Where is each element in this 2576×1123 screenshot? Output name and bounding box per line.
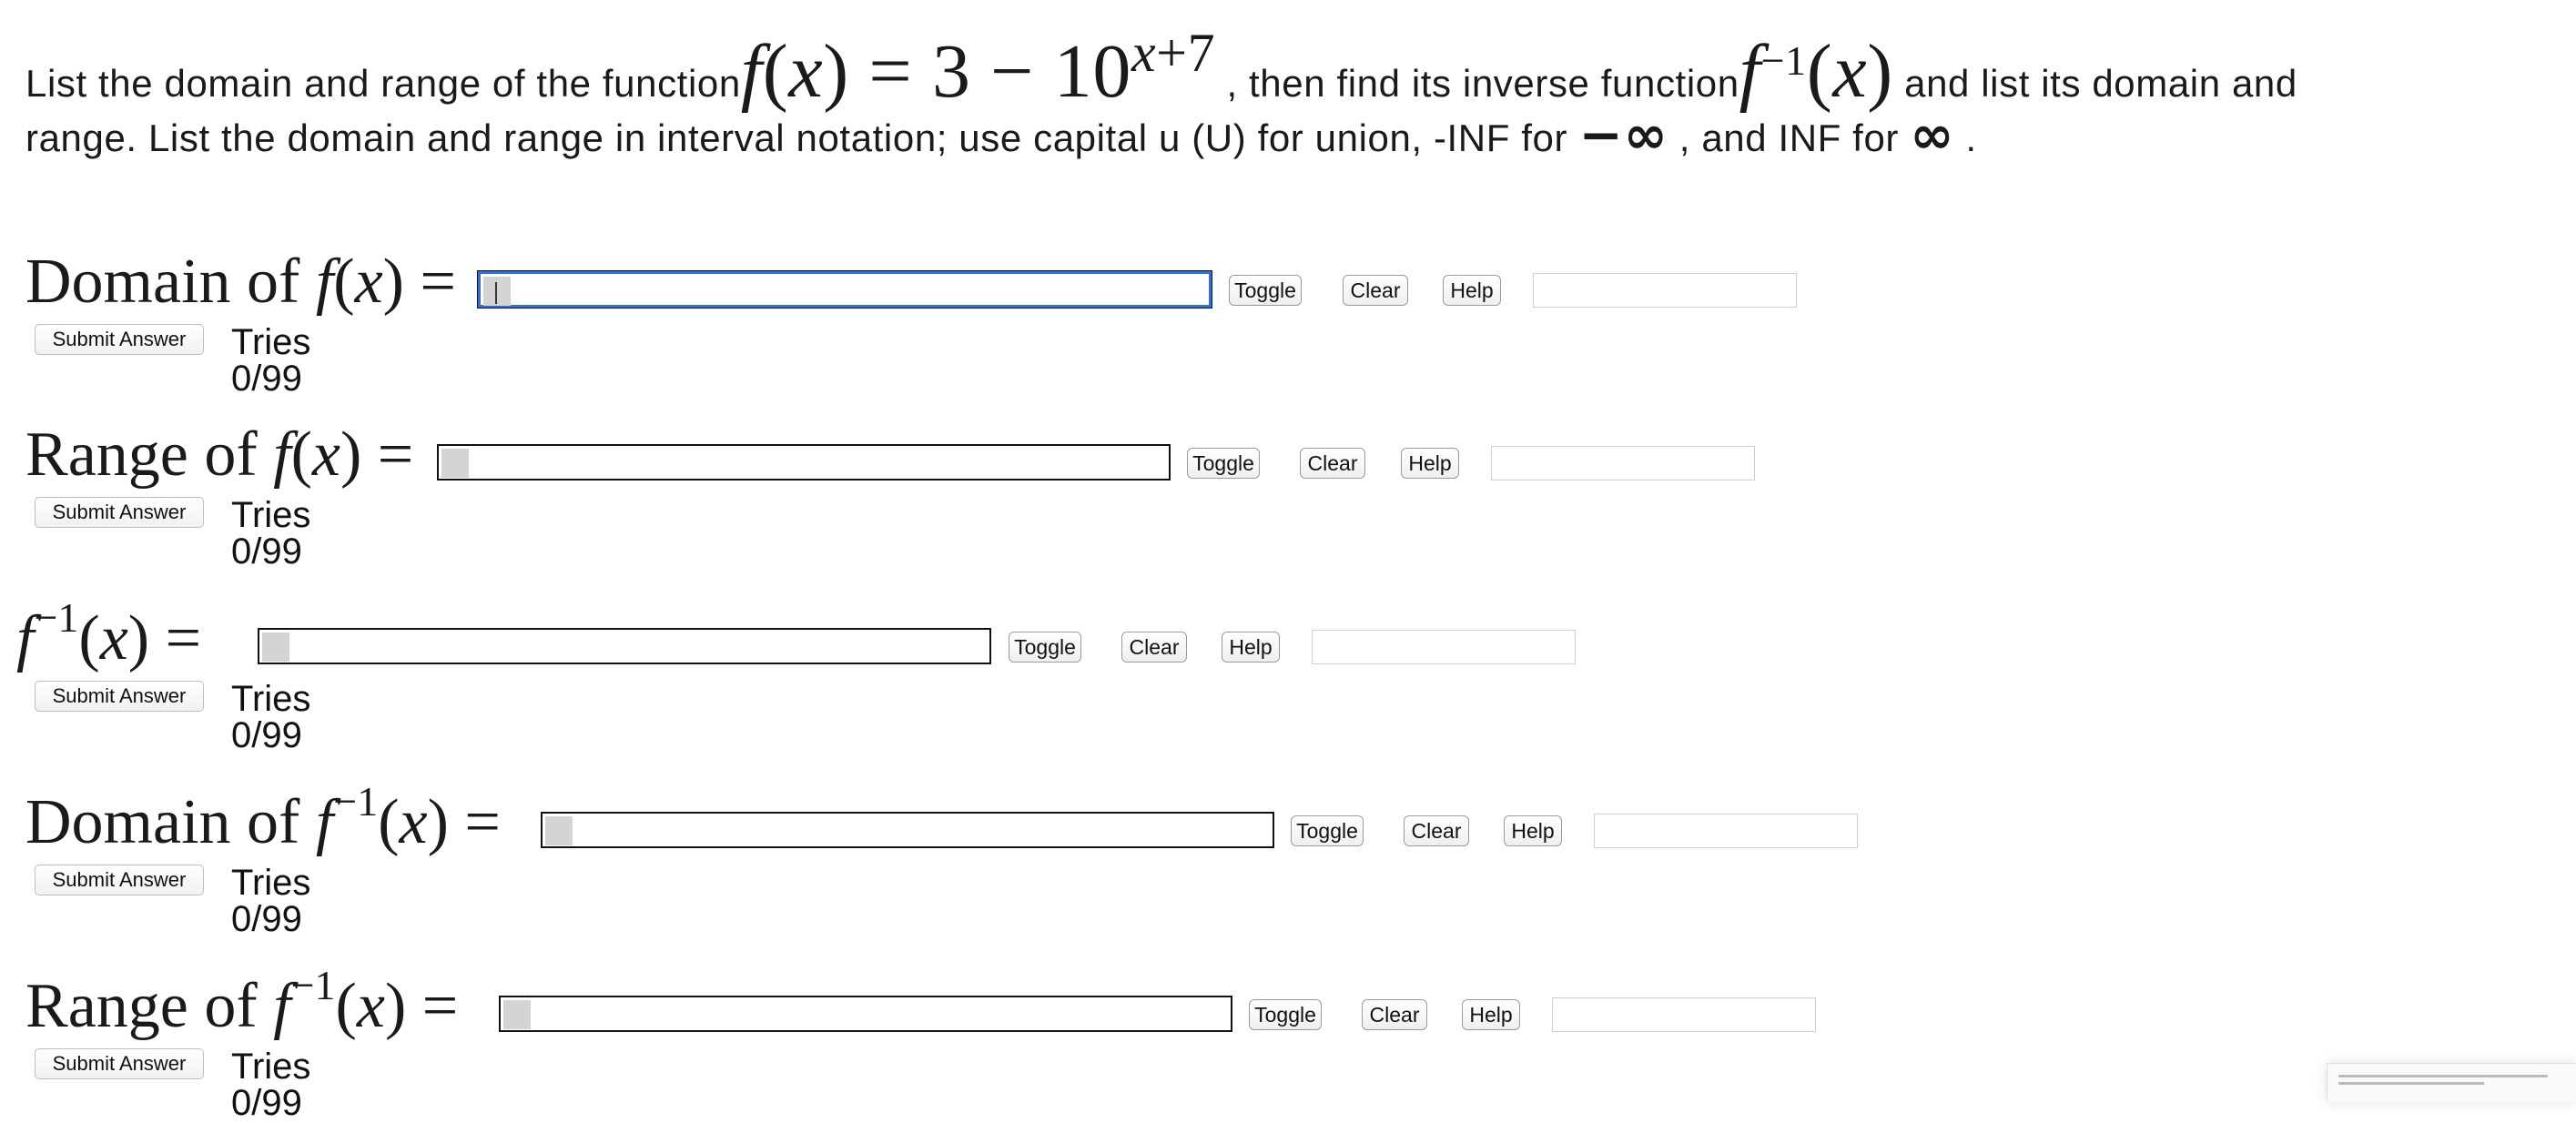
prompt-text-4: range. List the domain and range in interval notation; use capital u (U) for union, -INF for (25, 116, 1568, 159)
submit-answer-button[interactable]: Submit Answer (35, 1048, 204, 1079)
inverse-formula: $f^{-1}(x)$ (1739, 29, 1893, 114)
clear-button[interactable]: Clear (1362, 999, 1427, 1030)
toggle-button[interactable]: Toggle (1009, 632, 1081, 663)
clear-button[interactable]: Clear (1121, 632, 1187, 663)
toggle-button[interactable]: Toggle (1229, 275, 1302, 306)
help-button[interactable]: Help (1462, 999, 1520, 1030)
neg-infinity-symbol: −∞ (1578, 104, 1668, 166)
help-button[interactable]: Help (1222, 632, 1280, 663)
prompt-text-5: , and INF for (1678, 116, 1900, 159)
prompt-text-3: and list its domain and (1904, 62, 2297, 105)
row-label: Range of $f^{-1}(x)$ = (25, 962, 459, 1041)
toggle-button[interactable]: Toggle (1249, 999, 1322, 1030)
submit-answer-button[interactable]: Submit Answer (35, 681, 204, 712)
row-label: Domain of $f^{-1}(x)$ = (25, 778, 501, 857)
help-button[interactable]: Help (1443, 275, 1501, 306)
clear-button[interactable]: Clear (1300, 448, 1365, 479)
toggle-button[interactable]: Toggle (1291, 815, 1364, 846)
function-formula: $f(x) = 3 - 10^{x+7}$ (740, 23, 1216, 114)
answer-input[interactable] (478, 271, 1212, 308)
question-prompt (25, 23, 2556, 166)
help-button[interactable]: Help (1504, 815, 1562, 846)
prompt-text-2: , then find its inverse function (1226, 62, 1739, 105)
tries-counter: Tries 0/99 (231, 679, 311, 755)
submit-answer-button[interactable]: Submit Answer (35, 497, 204, 528)
submit-answer-button[interactable]: Submit Answer (35, 865, 204, 895)
submit-answer-button[interactable]: Submit Answer (35, 324, 204, 355)
tries-counter: Tries 0/99 (231, 495, 311, 572)
tries-counter: Tries 0/99 (231, 1047, 311, 1123)
clear-button[interactable]: Clear (1404, 815, 1469, 846)
answer-preview (1552, 997, 1816, 1032)
tries-counter: Tries 0/99 (231, 322, 311, 399)
toggle-button[interactable]: Toggle (1187, 448, 1260, 479)
answer-input[interactable] (258, 628, 991, 664)
answer-preview (1533, 273, 1797, 308)
help-button[interactable]: Help (1401, 448, 1459, 479)
answer-input[interactable] (499, 996, 1232, 1032)
answer-input[interactable] (541, 812, 1274, 848)
answer-preview (1594, 814, 1858, 848)
tries-counter: Tries 0/99 (231, 863, 311, 939)
row-label: $f^{-1}(x)$ = (16, 594, 202, 673)
clear-button[interactable]: Clear (1343, 275, 1408, 306)
prompt-text-1: List the domain and range of the function (25, 62, 741, 105)
answer-input[interactable] (437, 444, 1171, 481)
page-thumbnail-preview[interactable] (2327, 1063, 2576, 1102)
row-label: Range of f(x) = (25, 420, 414, 490)
answer-preview (1491, 446, 1755, 481)
answer-preview (1312, 630, 1576, 664)
prompt-text-6: . (1965, 116, 1977, 159)
row-label: Domain of f(x) = (25, 247, 456, 317)
infinity-symbol: ∞ (1910, 104, 1955, 166)
